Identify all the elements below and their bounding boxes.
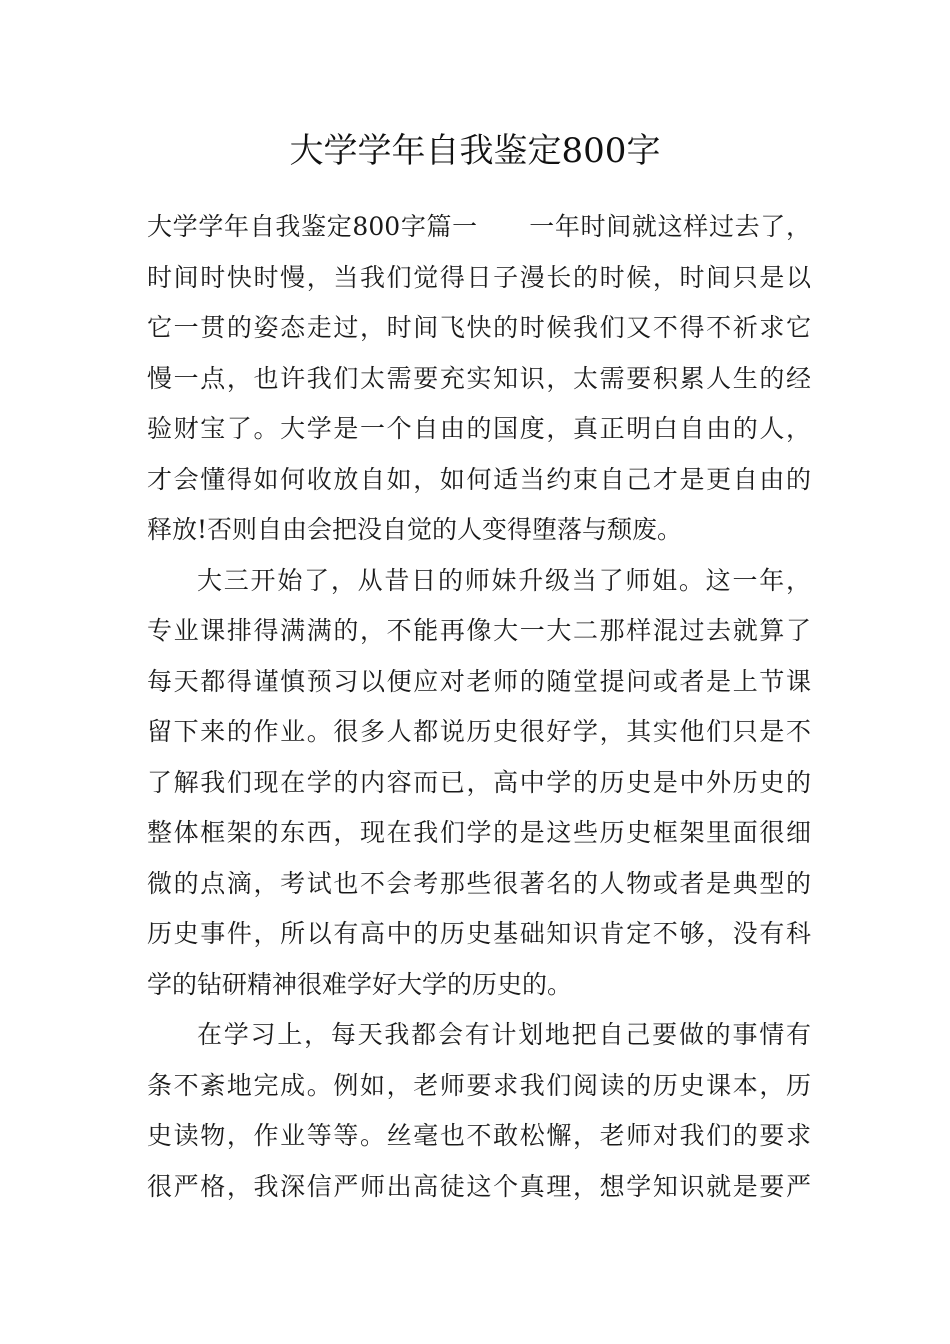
text-line: 很严格，我深信严师出高徒这个真理，想学知识就是要严 — [147, 1171, 811, 1201]
document-body — [147, 202, 811, 1212]
text-line: 每天都得谨慎预习以便应对老师的随堂提问或者是上节课 — [147, 666, 811, 696]
text-line: 微的点滴，考试也不会考那些很著名的人物或者是典型的 — [147, 868, 811, 898]
text-line: 在学习上，每天我都会有计划地把自己要做的事情有 — [197, 1020, 811, 1049]
text-line: 学的钻研精神很难学好大学的历史的。 — [147, 969, 573, 999]
text-line: 它一贯的姿态走过，时间飞快的时候我们又不得不祈求它 — [147, 313, 811, 342]
text-line: 才会懂得如何收放自如，如何适当约束自己才是更自由的 — [147, 464, 811, 494]
document-title: 大学学年自我鉴定800字 — [289, 131, 661, 171]
text-line: 专业课排得满满的，不能再像大一大二那样混过去就算了 — [147, 616, 811, 645]
text-line: 整体框架的东西，现在我们学的是这些历史框架里面很细 — [147, 818, 811, 847]
text-line: 验财宝了。大学是一个自由的国度，真正明白自由的人， — [147, 414, 811, 443]
text-line: 留下来的作业。很多人都说历史很好学，其实他们只是不 — [147, 717, 811, 746]
text-line: 慢一点，也许我们太需要充实知识，太需要积累人生的经 — [147, 363, 811, 393]
text-line: 条不紊地完成。例如，老师要求我们阅读的历史课本，历 — [147, 1070, 811, 1100]
text-line: 大学学年自我鉴定800字篇一 一年时间就这样过去了， — [147, 212, 811, 241]
text-line: 史读物，作业等等。丝毫也不敢松懈，老师对我们的要求 — [147, 1121, 811, 1150]
text-line: 了解我们现在学的内容而已，高中学的历史是中外历史的 — [147, 767, 811, 797]
text-line: 时间时快时慢，当我们觉得日子漫长的时候，时间只是以 — [147, 262, 811, 292]
text-line: 释放!否则自由会把没自觉的人变得堕落与颓废。 — [147, 515, 683, 544]
text-line: 历史事件，所以有高中的历史基础知识肯定不够，没有科 — [147, 919, 811, 948]
text-line: 大三开始了，从昔日的师妹升级当了师姐。这一年， — [197, 565, 811, 595]
